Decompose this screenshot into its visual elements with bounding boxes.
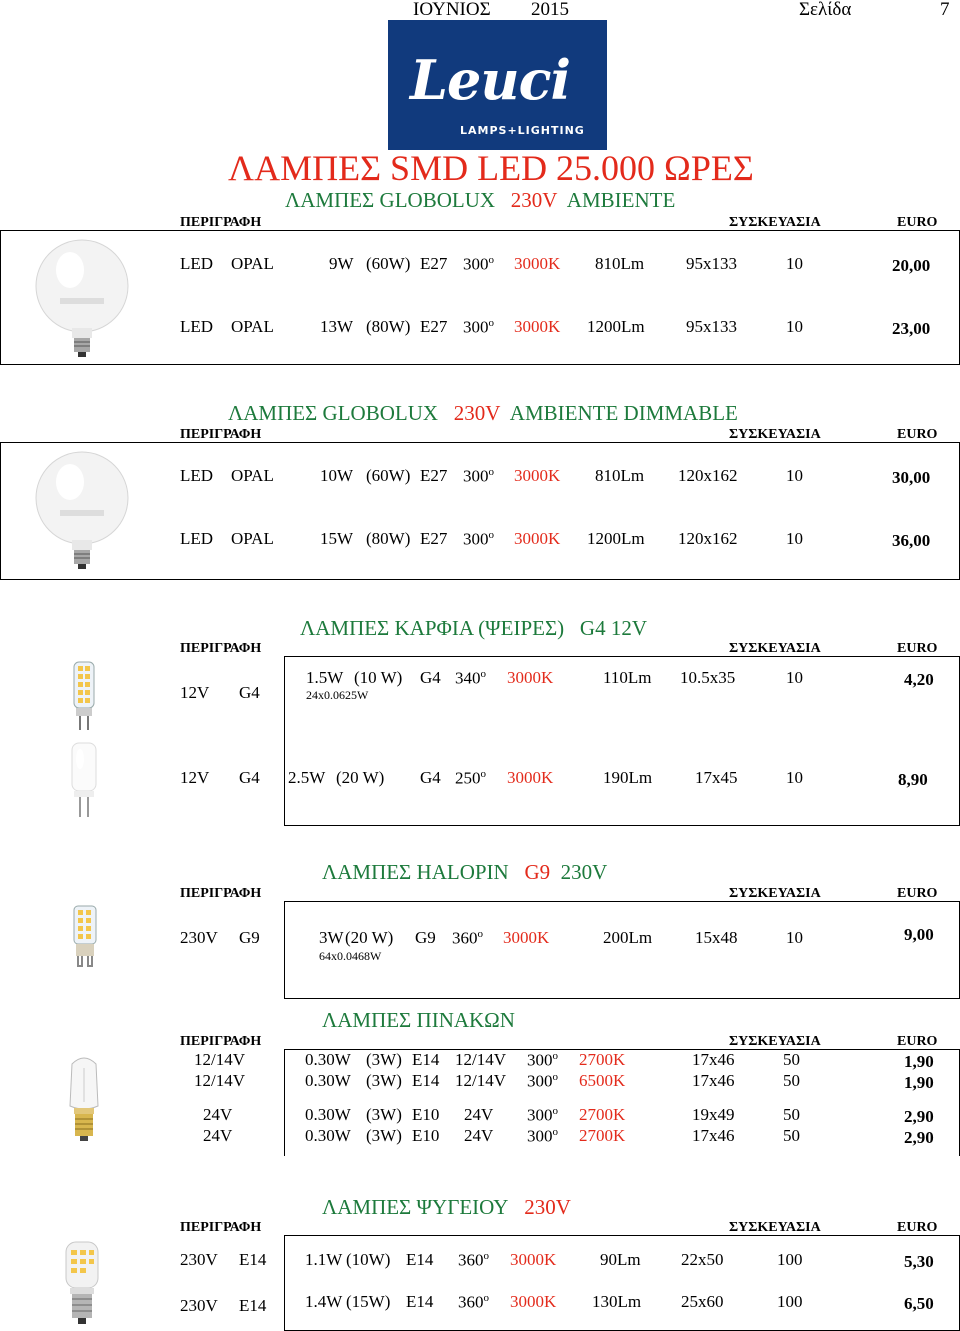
col-price: EURO — [897, 215, 938, 230]
fridge-bulb-icon — [60, 1240, 104, 1328]
price: 5,30 — [904, 1252, 934, 1271]
price: 1,90 — [904, 1073, 934, 1092]
section-title: ΛΑΜΠΕΣ ΨΥΓΕΙΟΥ 230V — [322, 1195, 571, 1219]
header-year: 2015 — [531, 0, 569, 20]
section-title: ΛΑΜΠΕΣ ΚΑΡΦΙΑ (ΨΕΙΡΕΣ) G4 12V — [300, 616, 648, 640]
section-box — [284, 901, 960, 999]
header-page-label: Σελίδα — [799, 0, 852, 20]
price: 8,90 — [898, 770, 928, 789]
col-packaging: ΣΥΣΚΕΥΑΣΙΑ — [729, 641, 821, 656]
led-config: 64x0.0468W — [319, 949, 382, 963]
globe-bulb-icon — [30, 236, 134, 360]
price: 2,90 — [904, 1107, 934, 1126]
section-box — [0, 442, 960, 580]
logo-wordmark: Leuci — [410, 48, 570, 112]
price: 30,00 — [892, 468, 931, 487]
logo-tagline: LAMPS+LIGHTING — [460, 124, 585, 137]
price: 23,00 — [892, 319, 931, 338]
col-price: EURO — [897, 886, 938, 901]
leuci-logo — [388, 20, 607, 150]
section-title: ΛΑΜΠΕΣ HALOPIN G9 230V — [322, 860, 608, 884]
col-packaging: ΣΥΣΚΕΥΑΣΙΑ — [729, 215, 821, 230]
price: 1,90 — [904, 1052, 934, 1071]
col-packaging: ΣΥΣΚΕΥΑΣΙΑ — [729, 1220, 821, 1235]
col-price: EURO — [897, 427, 938, 442]
led-config: 24x0.0625W — [306, 688, 369, 702]
section-title: ΛΑΜΠΕΣ GLOBOLUX 230V AMBIENTE DIMMABLE — [228, 401, 738, 425]
col-description: ΠΕΡΙΓΡΑΦΗ — [180, 886, 262, 901]
section-title: ΛΑΜΠΕΣ ΠΙΝΑΚΩΝ — [322, 1008, 515, 1032]
g4-ceramic-capsule-icon — [66, 741, 102, 821]
col-packaging: ΣΥΣΚΕΥΑΣΙΑ — [729, 1034, 821, 1049]
header-month: ΙΟΥΝΙΟΣ — [413, 0, 491, 20]
col-description: ΠΕΡΙΓΡΑΦΗ — [180, 1220, 262, 1235]
section-box — [0, 230, 960, 365]
col-price: EURO — [897, 1220, 938, 1235]
price: 4,20 — [904, 670, 934, 689]
col-description: ΠΕΡΙΓΡΑΦΗ — [180, 641, 262, 656]
col-packaging: ΣΥΣΚΕΥΑΣΙΑ — [729, 886, 821, 901]
col-price: EURO — [897, 1034, 938, 1049]
price: 20,00 — [892, 256, 931, 275]
g9-halopin-icon — [70, 904, 100, 970]
price: 6,50 — [904, 1294, 934, 1313]
price: 9,00 — [904, 925, 934, 944]
col-price: EURO — [897, 641, 938, 656]
price: 36,00 — [892, 531, 931, 550]
col-description: ΠΕΡΙΓΡΑΦΗ — [180, 215, 262, 230]
header-page-number: 7 — [940, 0, 950, 20]
main-title: ΛΑΜΠΕΣ SMD LED 25.000 ΩΡΕΣ — [228, 148, 754, 188]
price: 2,90 — [904, 1128, 934, 1147]
col-packaging: ΣΥΣΚΕΥΑΣΙΑ — [729, 427, 821, 442]
section-title: ΛΑΜΠΕΣ GLOBOLUX 230V AMBIENTE — [285, 188, 676, 212]
g4-smd-capsule-icon — [68, 660, 100, 732]
globe-bulb-dimmable-icon — [30, 448, 134, 572]
indicator-bulb-icon — [62, 1054, 106, 1144]
col-description: ΠΕΡΙΓΡΑΦΗ — [180, 1034, 262, 1049]
col-description: ΠΕΡΙΓΡΑΦΗ — [180, 427, 262, 442]
